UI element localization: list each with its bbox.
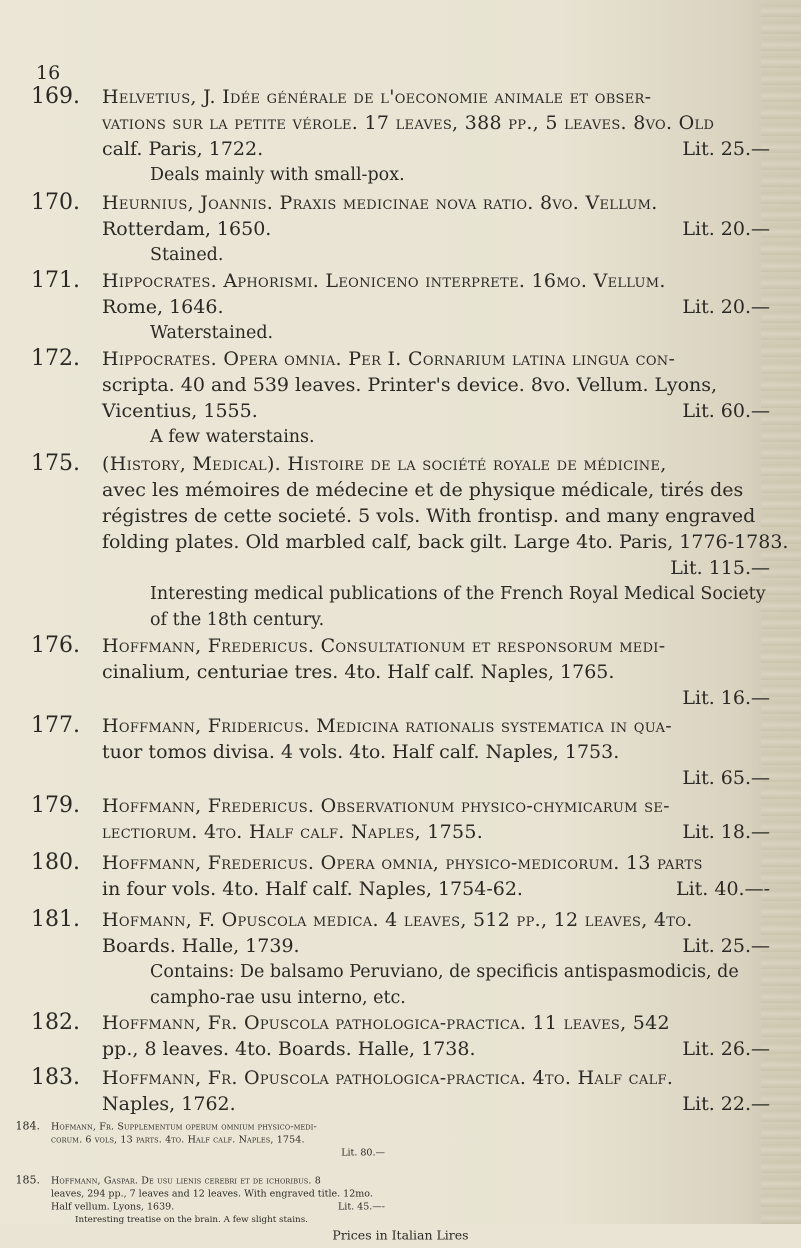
entry-price: Lit. 80.— [341,1147,385,1158]
entry-price: Lit. 18.— [682,821,770,843]
entry-text: Heurnius, Joannis. Praxis medicinae nova ratio. 8vo. Vellum. [102,192,658,214]
entry-text: Hoffmann, Fredericus. Consultationum et responsorum medi- [102,635,666,657]
entry-number: 176. [31,633,80,658]
entry-text: folding plates. Old marbled calf, back gilt. Large 4to. Paris, 1776-1783. [102,531,789,553]
entry-number: 170. [31,190,80,215]
entry-line [102,84,770,110]
catalogue-entry [0,1174,801,1228]
entry-imprint: Vicentius, 1555. [102,400,258,422]
entry-text: régistres de cette societé. 5 vols. With frontisp. and many engraved [102,505,756,527]
entry-line [102,907,770,933]
entry-imprint: lectiorum. 4to. Half calf. Naples, 1755. [102,821,484,843]
entry-text: Hippocrates. Opera omnia. Per I. Cornarium latina lingua con- [102,348,676,370]
entry-price: Lit. 16.— [682,687,770,709]
entry-text: Hoffmann, Fredericus. Observationum physico-chymicarum se- [102,795,670,817]
entry-imprint: Half vellum. Lyons, 1639. [51,1201,175,1212]
entry-number: 172. [31,346,80,371]
entry-line [102,685,770,711]
entry-line [102,713,770,739]
entry-text: Helvetius, J. Idée générale de l'oeconomie animale et obser- [102,86,652,108]
entry-text: vations sur la petite vérole. 17 leaves, 388 pp., 5 leaves. 8vo. Old [102,112,715,134]
catalogue-entry [0,1120,801,1174]
entry-number: 180. [31,850,80,875]
entry-line [102,398,770,424]
entry-line [51,1146,385,1159]
entry-line [102,372,770,398]
entry-line [51,1133,385,1146]
entry-text: scripta. 40 and 539 leaves. Printer's device. 8vo. Vellum. Lyons, [102,374,718,396]
entry-body [102,190,770,268]
entry-line [102,1065,770,1091]
entry-number: 175. [31,451,80,476]
entry-text: avec les mémoires de médecine et de physique médicale, tirés des [102,479,744,501]
entry-body [102,713,770,791]
entry-line [102,1091,770,1117]
entry-number: 179. [31,793,80,818]
entry-imprint: calf. Paris, 1722. [102,138,264,160]
entry-price: Lit. 22.— [682,1093,770,1115]
entry-text: Hoffmann, Fr. Opuscola pathologica-practica. 4to. Half calf. [102,1067,674,1089]
entry-number: 177. [31,713,80,738]
entry-body [102,1010,770,1062]
entry-line [102,268,770,294]
entry-note: Stained. [150,245,224,265]
entry-body [102,1065,770,1117]
entry-text: Hofmann, Fr. Supplementum operum omnium physico-medi- [51,1121,317,1132]
page-number: 16 [36,62,61,84]
entry-body [102,793,770,845]
entry-imprint: Naples, 1762. [102,1093,236,1115]
entry-text: Hoffmann, Fr. Opuscola pathologica-practica. 11 leaves, 542 [102,1012,670,1034]
entry-price: Lit. 60.— [682,400,770,422]
entry-line [102,294,770,320]
entry-text: Hoffmann, Fredericus. Opera omnia, physico-medicorum. 13 parts [102,852,703,874]
entry-line [102,659,770,685]
entry-text: Hofmann, F. Opuscola medica. 4 leaves, 512 pp., 12 leaves, 4to. [102,909,693,931]
entry-body [51,1120,385,1159]
entry-body [102,850,770,902]
entry-body [102,633,770,711]
entry-body [102,346,770,450]
entry-line [102,190,770,216]
entry-imprint: Rome, 1646. [102,296,224,318]
entry-line [102,346,770,372]
entry-line [102,1010,770,1036]
entry-price: Lit. 26.— [682,1038,770,1060]
entry-line [102,529,789,555]
entry-price: Lit. 40.—- [675,878,770,900]
entry-imprint: Rotterdam, 1650. [102,218,272,240]
entry-text: leaves, 294 pp., 7 leaves and 12 leaves. With engraved title. 12mo. [51,1188,373,1199]
entry-note: Deals mainly with small-pox. [150,165,405,185]
entry-line [102,765,770,791]
entry-line [102,216,770,242]
entry-price: Lit. 115.— [670,557,770,579]
entry-text: (History, Medical). Histoire de la société royale de médicine, [102,453,667,475]
entry-line [102,451,770,477]
entry-line [102,819,770,845]
entry-line [102,850,770,876]
entry-number: 181. [31,907,80,932]
entry-number: 184. [15,1120,40,1133]
entry-price: Lit. 20.— [682,296,770,318]
entry-price: Lit. 65.— [682,767,770,789]
entry-line [102,633,770,659]
entry-line [102,110,770,136]
entry-imprint: pp., 8 leaves. 4to. Boards. Halle, 1738. [102,1038,476,1060]
entry-line [102,876,770,902]
entry-line [102,739,770,765]
entry-text: tuor tomos divisa. 4 vols. 4to. Half calf. Naples, 1753. [102,741,620,763]
entry-note: Waterstained. [150,323,274,343]
entry-number: 185. [15,1174,40,1187]
entry-price: Lit. 25.— [682,935,770,957]
entry-line [102,503,770,529]
entry-line [51,1174,385,1187]
entry-note: Interesting medical publications of the French Royal Medical Society of the 18th century. [150,584,766,630]
entry-text: Hoffmann, Gaspar. De usu lienis cerebri et de ichoribus. 8 [51,1175,321,1186]
entry-number: 171. [31,268,80,293]
entry-price: Lit. 20.— [682,218,770,240]
entry-price: Lit. 45.—- [337,1201,385,1212]
entry-text: Hippocrates. Aphorismi. Leoniceno interprete. 16mo. Vellum. [102,270,666,292]
entry-note: Interesting treatise on the brain. A few slight stains. [75,1214,308,1225]
entry-line [102,1036,770,1062]
entry-note: A few waterstains. [150,427,315,447]
entry-imprint: Boards. Halle, 1739. [102,935,300,957]
entry-body [102,268,770,346]
entry-imprint: in four vols. 4to. Half calf. Naples, 1754-62. [102,878,523,900]
entry-line [51,1120,385,1133]
entry-number: 182. [31,1010,80,1035]
entry-line [102,555,770,581]
entry-price: Lit. 25.— [682,138,770,160]
entry-body [102,84,770,188]
entry-line [102,477,770,503]
lower-region [0,1120,801,1243]
entry-line [102,136,770,162]
entry-line [51,1187,385,1200]
entries-lower-block [0,1118,801,1119]
entry-text: cinalium, centuriae tres. 4to. Half calf. Naples, 1765. [102,661,615,683]
entry-body [51,1174,385,1226]
entry-number: 183. [31,1065,80,1090]
entry-line [51,1200,385,1213]
entry-body [102,451,789,633]
footer: Prices in Italian Lires [332,1228,469,1243]
entry-number: 169. [31,84,80,109]
entry-line [102,933,770,959]
entry-line [102,793,770,819]
entry-text: Hoffmann, Fridericus. Medicina rationalis systematica in qua- [102,715,673,737]
entry-text: corum. 6 vols, 13 parts. 4to. Half calf. Naples, 1754. [51,1134,305,1145]
entry-note: Contains: De balsamo Peruviano, de specificis antispasmodicis, de campho-rae usu interno, etc. [150,962,739,1008]
entry-body [102,907,770,1011]
lower-scaled [0,1120,801,1248]
